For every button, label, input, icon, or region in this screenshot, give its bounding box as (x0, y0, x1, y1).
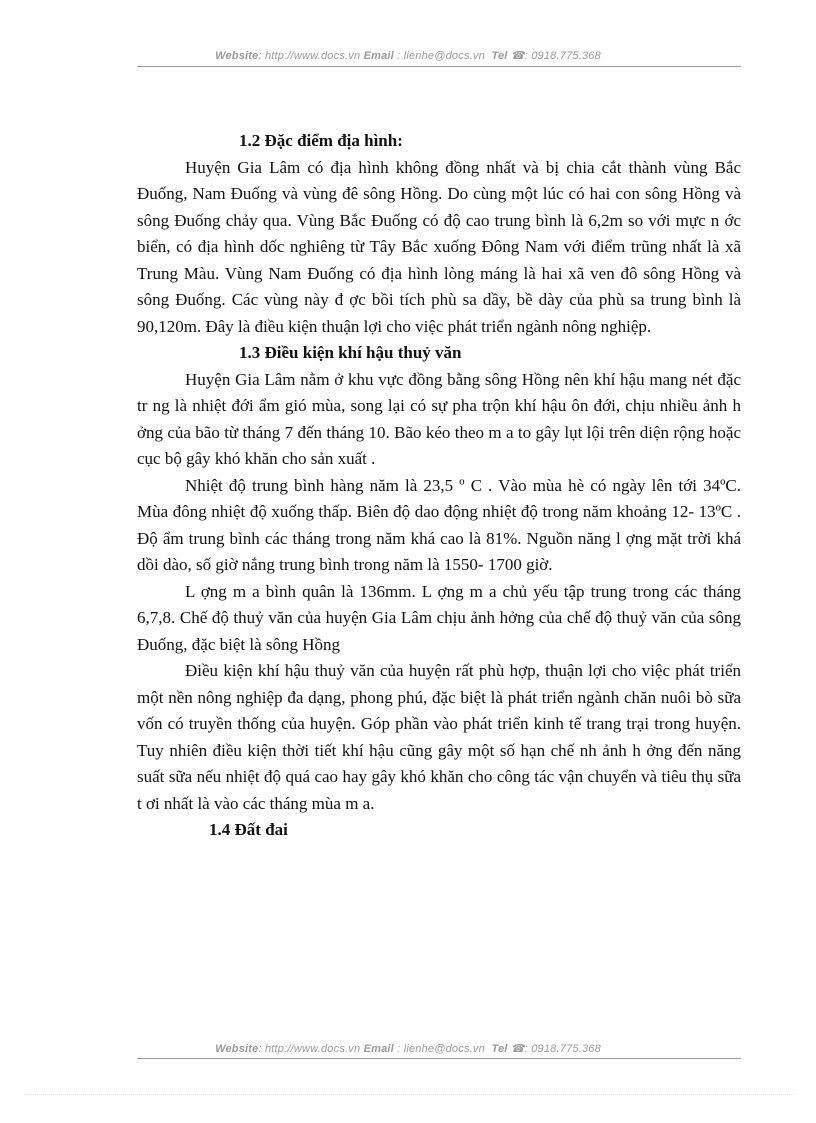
header-website-label: Website (215, 50, 259, 62)
document-body (137, 128, 741, 844)
section-heading-1-3: 1.3 Điều kiện khí hậu thuỷ văn (239, 343, 462, 362)
header-email-label: Email (363, 50, 394, 62)
header-email-value[interactable]: : lienhe@docs.vn (393, 50, 485, 62)
header-tel-value: : 0918.775.368 (524, 50, 601, 62)
header-divider (137, 66, 741, 67)
paragraph-climate-conditions: Điều kiện khí hậu thuỷ văn của huyện rất phù hợp, thuận lợi cho việc phát triển một nền nông nghiệp đa dạng, phong phú, đặc biệt là phát triển ngành chăn nuôi bò sữa vốn có truyền thống của huyện. Góp phần vào phát triển kinh tế trang trại trong huyện. Tuy nhiên điều kiện thời tiết khí hậu cũng gây một số hạn chế nh ảnh h ởng đến năng suất sữa nếu nhiệt độ quá cao hay gây khó khăn cho công tác vận chuyển và tiêu thụ sữa t ơi nhất là vào các tháng mùa m a. (137, 661, 741, 813)
section-heading-1-2: 1.2 Đặc điểm địa hình: (239, 131, 403, 150)
paragraph-terrain: Huyện Gia Lâm có địa hình không đồng nhất và bị chia cắt thành vùng Bắc Đuống, Nam Đuống và vùng đê sông Hồng. Do cùng một lúc có hai con sông Hồng và sông Đuống chảy qua. Vùng Bắc Đuống có độ cao trung bình là 6,2m so với mực n ớc biển, có địa hình dốc nghiêng từ Tây Bắc xuống Đông Nam với điểm trũng nhất là xã Trung Màu. Vùng Nam Đuống có địa hình lòng máng là hai xã ven đô sông Hồng và sông Đuống. Các vùng này đ ợc bồi tích phù sa dầy, bề dày của phù sa trung bình là 90,120m. Đây là điều kiện thuận lợi cho việc phát triển ngành nông nghiệp. (137, 157, 741, 336)
header-website-url[interactable]: : http://www.docs.vn (258, 50, 361, 62)
paragraph-temperature: Nhiệt độ trung bình hàng năm là 23,5 º C . Vào mùa hè có ngày lên tới 34ºC. Mùa đông nhiệt độ xuống thấp. Biên độ dao động nhiệt độ trong năm khoảng 12- 13ºC . Độ ẩm trung bình các tháng trong năm khá cao là 81%. Nguồn năng l ợng mặt trời khá dồi dào, số giờ nắng trung bình trong năm là 1550- 1700 giờ. (137, 475, 741, 574)
page-bottom-dotted-line (24, 1094, 794, 1095)
header-tel-label: Tel (491, 50, 508, 62)
footer-email-label: Email (363, 1043, 394, 1055)
footer-email-value[interactable]: : lienhe@docs.vn (393, 1043, 485, 1055)
footer-website-url[interactable]: : http://www.docs.vn (258, 1043, 361, 1055)
section-heading-1-4: 1.4 Đất đai (209, 820, 288, 839)
footer-website-label: Website (215, 1043, 259, 1055)
paragraph-climate-intro: Huyện Gia Lâm nằm ở khu vực đồng bằng sông Hồng nên khí hậu mang nét đặc tr ng là nhiệt đới ẩm gió mùa, song lại có sự pha trộn khí hậu ôn đới, chịu nhiều ảnh h ởng của bão từ tháng 7 đến tháng 10. Bão kéo theo m a to gây lụt lội trên diện rộng hoặc cục bộ gây khó khăn cho sản xuất . (137, 369, 741, 468)
footer-tel-value: : 0918.775.368 (524, 1043, 601, 1055)
footer-divider (137, 1058, 741, 1059)
page-header (0, 49, 816, 62)
phone-icon: ☎ (510, 1043, 525, 1055)
paragraph-rainfall: L ợng m a bình quân là 136mm. L ợng m a chủ yếu tập trung trong các tháng 6,7,8. Chế độ thuỷ văn của huyện Gia Lâm chịu ảnh hởng của chế độ thuỷ văn của sông Đuống, đặc biệt là sông Hồng (137, 581, 741, 654)
page-footer (0, 1042, 816, 1055)
phone-icon: ☎ (510, 50, 525, 62)
footer-tel-label: Tel (491, 1043, 508, 1055)
